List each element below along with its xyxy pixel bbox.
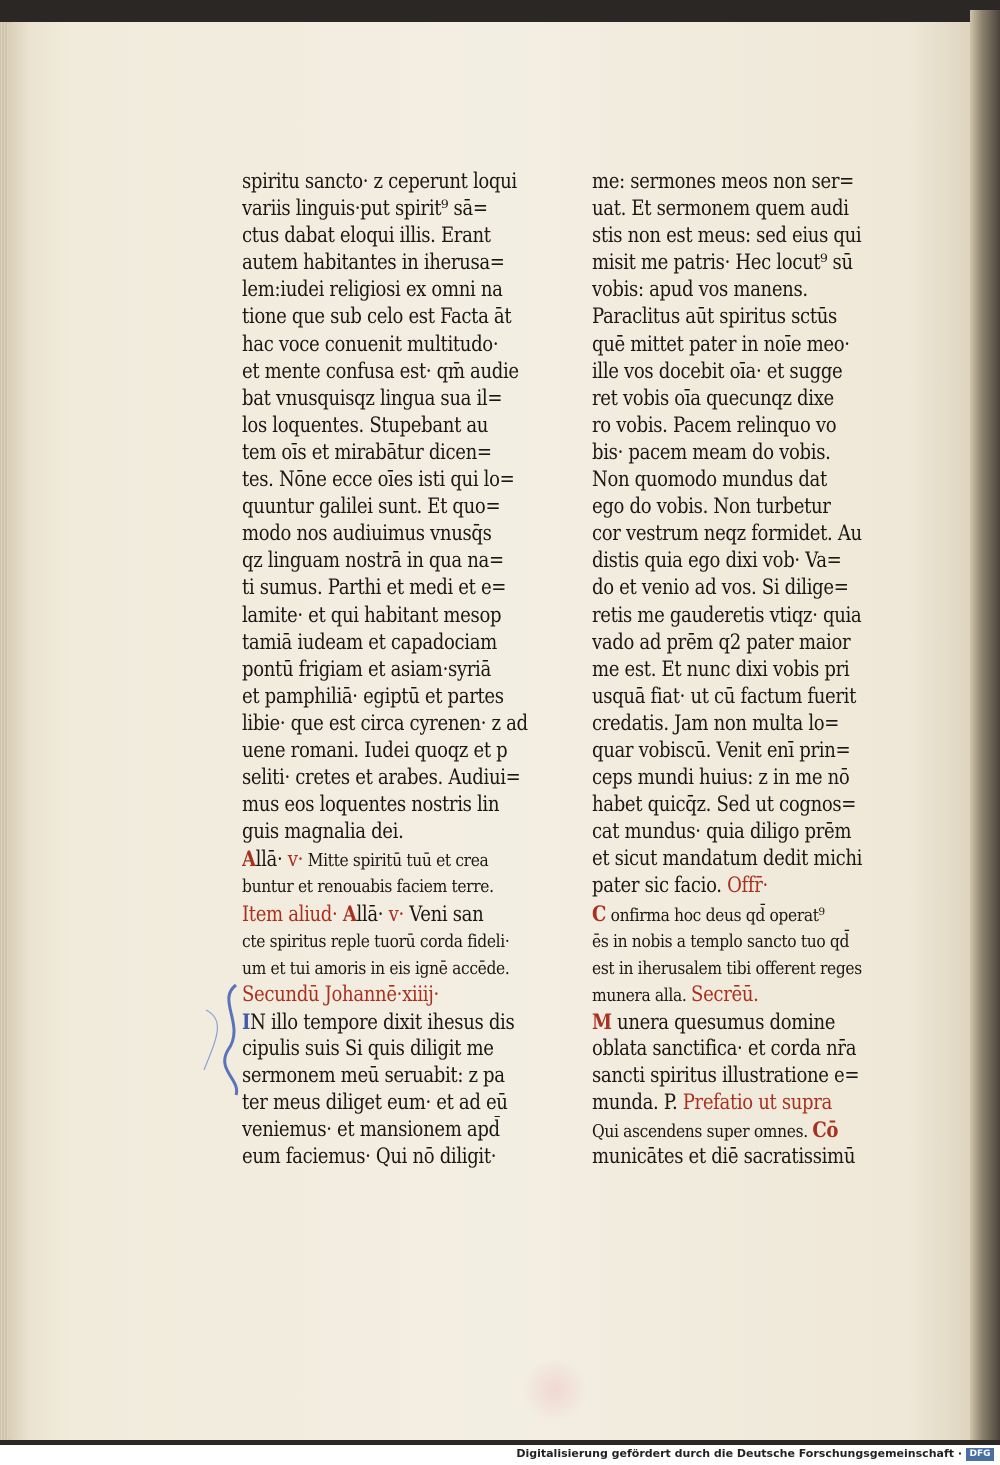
line-text: Mitte spiritū tuū et crea	[303, 850, 489, 872]
rubric-text: v·	[388, 901, 404, 926]
left-column-line	[242, 303, 543, 330]
line-text: ti sumus. Parthi et medi et e=	[242, 575, 507, 600]
line-text: distis quia ego dixi vob· Va=	[592, 548, 842, 573]
line-text: guis magnalia dei.	[242, 819, 404, 844]
line-text: hac voce conuenit multitudo·	[242, 331, 499, 356]
right-column-line	[592, 1143, 893, 1170]
left-column-line	[242, 872, 543, 899]
line-text: pater sic facio.	[592, 873, 728, 898]
line-text: variis linguis·put spirit⁹ sā=	[242, 196, 488, 221]
left-column-line	[242, 493, 543, 520]
right-column-line	[592, 331, 893, 358]
right-column-line	[592, 439, 893, 466]
left-column-line	[242, 1008, 543, 1035]
line-text: credatis. Jam non multa lo=	[592, 710, 840, 735]
line-text: llā·	[356, 901, 389, 926]
line-text: sancti spiritus illustratione e=	[592, 1063, 860, 1088]
line-text: um et tui amoris in eis ignē accēde.	[242, 957, 510, 979]
line-text: tes. Nōne ecce oīes isti qui lo=	[242, 467, 515, 492]
line-text: Veni san	[403, 901, 484, 926]
left-column-line	[242, 656, 543, 683]
line-text: lem:iudei religiosi ex omni na	[242, 277, 503, 302]
left-column-line	[242, 439, 543, 466]
right-column-line	[592, 547, 893, 574]
right-column-line	[592, 683, 893, 710]
line-text: municātes et diē sacratissimū	[592, 1144, 856, 1169]
initial-letter: Cō	[812, 1117, 839, 1143]
line-text: cipulis suis Si quis diligit me	[242, 1036, 494, 1060]
line-text: lamite· et qui habitant mesop	[242, 602, 502, 627]
line-text: qz linguam nostrā in qua na=	[242, 548, 504, 573]
left-column-line	[242, 358, 543, 385]
left-column-line	[242, 629, 543, 656]
right-column-line	[592, 276, 893, 303]
line-text: vado ad prēm q2 pater maior	[592, 629, 851, 654]
line-text: est in iherusalem tibi offerent reges	[592, 957, 862, 979]
dfg-logo: DFG	[966, 1448, 994, 1461]
line-text: misit me patris· Hec locut⁹ sū	[592, 250, 853, 275]
line-text: et sicut mandatum dedit michi	[592, 846, 863, 871]
line-text: ego do vobis. Non turbetur	[592, 494, 831, 519]
line-text: ille vos docebit oīa· et sugge	[592, 358, 843, 383]
line-text: quē mittet pater in noīe meo·	[592, 331, 850, 356]
line-text: ter meus diliget eum· et ad eū	[242, 1090, 508, 1115]
right-column-line	[592, 656, 893, 683]
funding-credit: Digitalisierung gefördert durch die Deutsche Forschungsgemeinschaft ·	[516, 1447, 962, 1460]
line-text: buntur et renouabis faciem terre.	[242, 876, 494, 898]
line-text: quar vobiscū. Venit enī prin=	[592, 737, 851, 762]
line-text: los loquentes. Stupebant au	[242, 412, 489, 437]
right-column-line	[592, 466, 893, 493]
line-text: seliti· cretes et arabes. Audiui=	[242, 765, 521, 790]
right-column-line	[592, 385, 893, 412]
right-column-line	[592, 710, 893, 737]
right-column-line	[592, 927, 893, 954]
right-column-line	[592, 872, 893, 899]
line-text: Paraclitus aūt spiritus sctūs	[592, 304, 837, 329]
right-column-line	[592, 1089, 893, 1116]
line-text: tamiā iudeam et capadociam	[242, 629, 497, 654]
text-column-right	[592, 168, 892, 1170]
rubric-text: Secrēū.	[691, 981, 759, 1006]
left-column-line	[242, 276, 543, 303]
right-column-line	[592, 954, 893, 981]
line-text: retis me gauderetis vtiqz· quia	[592, 602, 862, 627]
line-text: eum faciemus· Qui nō diligit·	[242, 1144, 497, 1169]
line-text: ro vobis. Pacem relinquo vo	[592, 412, 837, 437]
line-text: unera quesumus domine	[611, 1009, 836, 1034]
left-column-line	[242, 466, 543, 493]
right-column-line	[592, 818, 893, 845]
line-text: bat vnusquisqz lingua sua il=	[242, 385, 503, 410]
initial-letter: M	[592, 1008, 612, 1034]
line-text: et mente confusa est· qm̄ audie	[242, 358, 519, 383]
initial-letter: A	[342, 900, 357, 926]
line-text: sermonem meū seruabit: z pa	[242, 1063, 505, 1088]
line-text: pontū frigiam et asiam·syriā	[242, 656, 491, 681]
line-text: oblata sanctifica· et corda nr̄a	[592, 1036, 857, 1060]
line-text: spiritu sancto· z ceperunt loqui	[242, 169, 517, 193]
line-text: autem habitantes in iherusa=	[242, 250, 505, 275]
line-text: mus eos loquentes nostris lin	[242, 792, 500, 817]
right-column-line	[592, 195, 893, 222]
left-column-line	[242, 1089, 543, 1116]
left-column-line	[242, 520, 543, 547]
line-text: veniemus· et mansionem apd̄	[242, 1117, 500, 1142]
page-stain	[520, 1360, 590, 1420]
left-column-line	[242, 574, 543, 601]
left-column-line	[242, 602, 543, 629]
line-text: N illo tempore dixit ihesus dis	[250, 1009, 515, 1034]
left-column-line	[242, 1062, 543, 1089]
line-text: cor vestrum neqz formidet. Au	[592, 521, 862, 546]
initial-letter: C	[592, 900, 607, 926]
line-text: tem oīs et mirabātur dicen=	[242, 439, 492, 464]
left-column-line	[242, 385, 543, 412]
line-text: llā·	[255, 847, 288, 872]
rubric-text: Prefatio ut supra	[682, 1090, 832, 1115]
line-text: uat. Et sermonem quem audi	[592, 196, 849, 221]
left-column-line	[242, 683, 543, 710]
left-column-line	[242, 1116, 543, 1143]
right-column-line	[592, 629, 893, 656]
rubric-text: Secundū Johannē·xiiij·	[242, 981, 439, 1006]
right-column-line	[592, 358, 893, 385]
line-text: et pamphiliā· egiptū et partes	[242, 683, 504, 708]
text-column-left	[242, 168, 542, 1170]
left-column-line	[242, 954, 543, 981]
right-column-line	[592, 602, 893, 629]
initial-letter: I	[242, 1008, 251, 1034]
left-column-line	[242, 547, 543, 574]
right-column-line	[592, 1062, 893, 1089]
line-text: ēs in nobis a templo sancto tuo qd̄	[592, 930, 850, 952]
line-text: habet quicq̄z. Sed ut cognos=	[592, 792, 857, 817]
right-column-line	[592, 981, 893, 1008]
left-column-line	[242, 791, 543, 818]
left-column-line	[242, 222, 543, 249]
line-text: me: sermones meos non ser=	[592, 169, 854, 193]
line-text: libie· que est circa cyrenen· z ad	[242, 710, 528, 735]
line-text: ceps mundi huius: z in me nō	[592, 765, 850, 790]
line-text: uene romani. Iudei quoqz et p	[242, 737, 508, 762]
left-column-line	[242, 927, 543, 954]
right-column-line	[592, 1116, 893, 1143]
line-text: usquā fiat· ut cū factum fuerit	[592, 683, 857, 708]
left-column-line	[242, 412, 543, 439]
line-text: do et venio ad vos. Si dilige=	[592, 575, 849, 600]
rubric-text: v·	[287, 847, 304, 872]
line-text: onfirma hoc deus qd̄ operat⁹	[606, 904, 825, 926]
line-text: cte spiritus reple tuorū corda fideli·	[242, 930, 510, 952]
right-column-line	[592, 249, 893, 276]
left-column-line	[242, 764, 543, 791]
line-text: ret vobis oīa quecunqz dixe	[592, 385, 834, 410]
line-text: stis non est meus: sed eius qui	[592, 223, 862, 248]
left-column-line	[242, 168, 543, 195]
line-text: ctus dabat eloqui illis. Erant	[242, 223, 491, 248]
right-column-line	[592, 168, 893, 195]
right-column-line	[592, 900, 893, 927]
right-column-line	[592, 1035, 893, 1062]
right-column-line	[592, 303, 893, 330]
left-column-line	[242, 845, 543, 872]
right-column-line	[592, 845, 893, 872]
left-column-line	[242, 737, 543, 764]
line-text: munda. P.	[592, 1090, 683, 1115]
left-column-line	[242, 249, 543, 276]
line-text: modo nos audiuimus vnusq̄s	[242, 521, 492, 546]
right-column-line	[592, 1008, 893, 1035]
left-column-line	[242, 195, 543, 222]
right-column-line	[592, 412, 893, 439]
line-text: Non quomodo mundus dat	[592, 467, 827, 492]
line-text: munera alla.	[592, 984, 692, 1006]
line-text: Qui ascendens super omnes.	[592, 1121, 813, 1143]
line-text: me est. Et nunc dixi vobis pri	[592, 656, 850, 681]
right-column-line	[592, 222, 893, 249]
rubric-text: Offr̄·	[727, 873, 768, 898]
left-column-line	[242, 1143, 543, 1170]
line-text: tione que sub celo est Facta āt	[242, 304, 512, 329]
footer-bar	[0, 1445, 1000, 1465]
right-column-line	[592, 493, 893, 520]
line-text: cat mundus· quia diligo prēm	[592, 819, 852, 844]
line-text: quuntur galilei sunt. Et quo=	[242, 494, 501, 519]
right-column-line	[592, 520, 893, 547]
line-text: vobis: apud vos manens.	[592, 277, 808, 302]
book-gutter-right	[970, 10, 1000, 1440]
left-column-line	[242, 1035, 543, 1062]
line-text: bis· pacem meam do vobis.	[592, 439, 831, 464]
right-column-line	[592, 574, 893, 601]
right-column-line	[592, 764, 893, 791]
right-column-line	[592, 791, 893, 818]
initial-letter: A	[242, 846, 256, 872]
left-column-line	[242, 981, 543, 1008]
left-column-line	[242, 331, 543, 358]
left-column-line	[242, 710, 543, 737]
right-column-line	[592, 737, 893, 764]
rubric-text: Item aliud·	[242, 901, 343, 926]
left-column-line	[242, 818, 543, 845]
left-column-line	[242, 900, 543, 927]
